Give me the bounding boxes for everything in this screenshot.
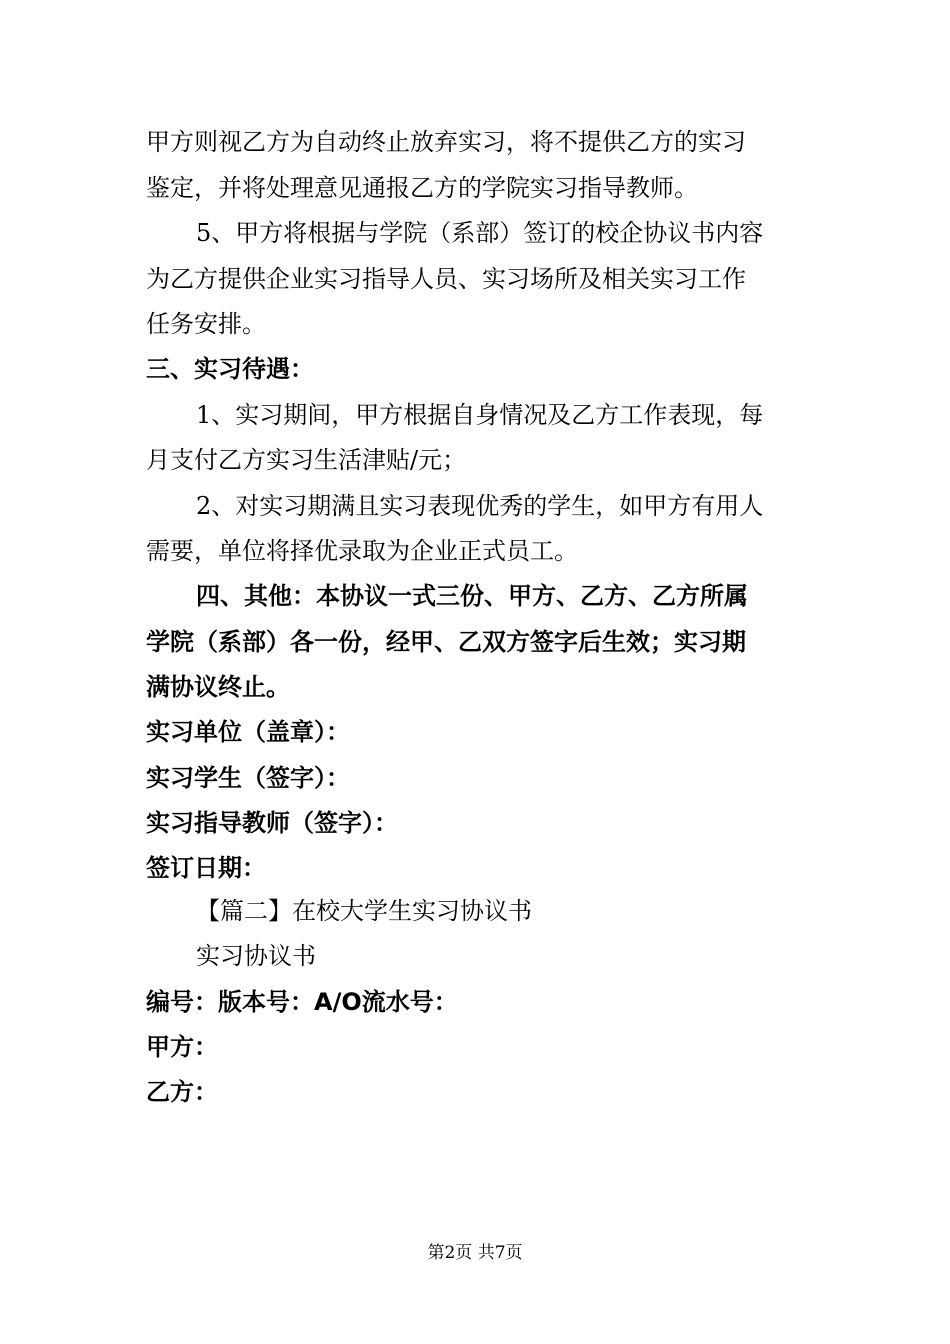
body-line: 月支付乙方实习生活津贴/元； <box>146 446 467 474</box>
body-line: 2、对实习期满且实习表现优秀的学生，如甲方有用人 <box>196 492 764 520</box>
body-line-bold: 学院（系部）各一份，经甲、乙双方签字后生效；实习期 <box>146 628 746 656</box>
subsection-title: 【篇二】在校大学生实习协议书 <box>196 897 532 925</box>
body-line-bold: 四、其他：本协议一式三份、甲方、乙方、乙方所属 <box>196 582 748 610</box>
subsection-title: 实习协议书 <box>196 942 316 970</box>
signature-field: 签订日期： <box>146 854 266 882</box>
body-line: 为乙方提供企业实习指导人员、实习场所及相关实习工作 <box>146 265 746 293</box>
body-line: 1、实习期间，甲方根据自身情况及乙方工作表现，每 <box>196 401 764 429</box>
body-line: 需要，单位将择优录取为企业正式员工。 <box>146 537 578 565</box>
form-field: 乙方： <box>146 1078 218 1106</box>
signature-field: 实习学生（签字）： <box>146 764 350 792</box>
body-line: 5、甲方将根据与学院（系部）签订的校企协议书内容 <box>196 219 764 247</box>
form-field: 甲方： <box>146 1033 218 1061</box>
signature-field: 实习指导教师（签字）： <box>146 809 398 837</box>
body-line-bold: 满协议终止。 <box>146 673 290 701</box>
signature-field: 实习单位（盖章）： <box>146 718 350 746</box>
body-line: 鉴定，并将处理意见通报乙方的学院实习指导教师。 <box>146 174 698 202</box>
page-number-footer: 第2页 共7页 <box>427 1243 523 1263</box>
body-line: 任务安排。 <box>146 310 266 338</box>
section-heading: 三、实习待遇： <box>146 355 314 383</box>
form-field: 编号：版本号：A/O流水号： <box>146 988 458 1016</box>
body-line: 甲方则视乙方为自动终止放弃实习，将不提供乙方的实习 <box>146 128 746 156</box>
